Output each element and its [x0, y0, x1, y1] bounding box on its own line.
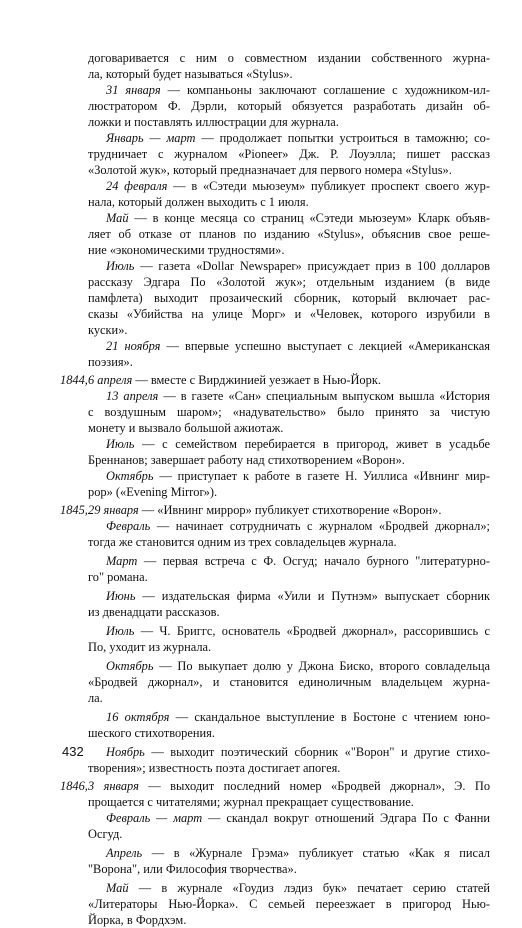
date-label: Ноябрь [106, 745, 145, 759]
text-line [88, 436, 490, 452]
text-line [88, 518, 490, 534]
entry-text: — скандал вокруг отношений Эдгара По с Фанни [202, 811, 490, 825]
text-line [88, 760, 490, 776]
text-line [60, 778, 491, 794]
entry-text: — издательская фирма «Уили и Путнэм» выпускает сборник [135, 589, 490, 603]
entry-text: — в журнале «Гоудиз лэдиз бук» печатает серию статей [128, 881, 490, 895]
date-label: 6 апреля [88, 373, 133, 387]
text-line [88, 50, 490, 66]
text-line [88, 274, 490, 290]
entry-text: — в «Сэтеди мьюзеум» публикует проспект своего жур- [167, 179, 491, 193]
text-line [88, 623, 490, 639]
text-line [88, 306, 490, 322]
date-label: Май [106, 881, 129, 895]
entry-text: — в «Журнале Грэма» публикует статью «Как я писал [142, 846, 490, 860]
entry-text: тогда же становится одним из трех совладельцев журнала. [88, 535, 397, 549]
entry-text: монету и вызвало большой ажиотаж. [88, 421, 284, 435]
entry-text: с воздушным шаром»; «надувательство» было принято за чистую [88, 405, 490, 419]
date-label: 24 февраля [106, 179, 168, 193]
entry-text: творения»; известность поэта достигает апогея. [88, 761, 341, 775]
entry-text: — впервые успешно выступает с лекцией «Американская [160, 339, 490, 353]
entry-text: — скандальное выступление в Бостоне с чтением юно- [169, 710, 491, 724]
entry-text: ла. [88, 691, 103, 705]
text-line [88, 534, 490, 550]
text-line [88, 861, 490, 877]
entry-text: люстратором Ф. Дэрли, который обязуется разработать дизайн об- [88, 99, 490, 113]
entry-text: ла, который будет называться «Stylus». [88, 67, 293, 81]
text-line [88, 896, 490, 912]
text-line [88, 162, 490, 178]
entry-text: ложки и поставлять иллюстрации для журнала. [88, 115, 339, 129]
date-label: Июль [106, 259, 135, 273]
entry-text: — По выкупает долю у Джона Биско, второго совладельца [153, 659, 490, 673]
date-label: 29 января [88, 503, 139, 517]
entry-text: — выходит последний номер «Бродвей джорнал», Э. По [138, 779, 491, 793]
text-line [88, 569, 490, 585]
text-line [88, 226, 490, 242]
entry-text: — в конце месяца со страниц «Сэтеди мьюзеум» Кларк объяв- [128, 211, 490, 225]
text-line [88, 338, 490, 354]
text-line [88, 725, 490, 741]
date-label: Октябрь [106, 469, 154, 483]
text-line [88, 388, 490, 404]
text-line [88, 98, 490, 114]
text-line [88, 639, 490, 655]
text-line [88, 178, 490, 194]
text-line [88, 794, 490, 810]
text-line [88, 420, 490, 436]
entry-text: "Ворона", или Философия творчества». [88, 862, 297, 876]
entry-text: трудничает с журналом «Pioneer» Дж. Р. Лоуэлла; пишет рассказ [88, 147, 490, 161]
text-line [88, 258, 490, 274]
date-label: Октябрь [106, 659, 154, 673]
year-label: 1845, [60, 503, 88, 517]
text-line [88, 114, 490, 130]
entry-text: — начинает сотрудничать с журналом «Бродвей джорнал»; [150, 519, 490, 533]
text-line [88, 354, 490, 370]
text-line [88, 484, 490, 500]
entry-text: рассказу Эдгара По «Золотой жук»; отдельным изданием (в виде [88, 275, 490, 289]
entry-text: — Ч. Бриггс, основатель «Бродвей джорнал», рассорившись с [134, 624, 490, 638]
entry-text: — первая встреча с Ф. Осгуд; начало бурного "литературно- [137, 554, 490, 568]
entry-text: — газета «Dollar Newspaper» присуждает приз в 100 долларов [134, 259, 490, 273]
entry-text: — с семейством перебирается в пригород, живет в усадьбе [134, 437, 490, 451]
text-line [88, 210, 490, 226]
text-line [88, 845, 490, 861]
entry-text: — «Ивнинг миррор» публикует стихотворение «Ворон». [138, 503, 442, 517]
entry-text: «Бродвей джорнал», и становится единоличным владельцем журна- [88, 675, 490, 689]
entry-text: «Литераторы Нью-Йорка». С семьей переезжает в пригород Нью- [88, 897, 490, 911]
date-label: Июль [106, 437, 135, 451]
entry-text: из двенадцати рассказов. [88, 605, 220, 619]
text-line [88, 194, 490, 210]
entry-text: — вместе с Вирджинией уезжает в Нью-Йорк. [132, 373, 381, 387]
year-label: 1846, [60, 779, 88, 793]
text-line [88, 912, 490, 928]
date-label: 13 апреля [106, 389, 159, 403]
entry-text: «Золотой жук», который предназначает для первого номера «Stylus». [88, 163, 452, 177]
text-line [88, 130, 490, 146]
entry-text: поэзия». [88, 355, 133, 369]
text-line [88, 880, 490, 896]
text-line [88, 604, 490, 620]
entry-text: договаривается с ним о совместном издании собственного журна- [88, 51, 490, 65]
entry-text: Йорка, в Фордхэм. [88, 913, 187, 927]
entry-text: — выходит поэтический сборник «"Ворон" и другие стихо- [144, 745, 490, 759]
entry-text: — в газете «Сан» специальным выпуском вышла «История [158, 389, 490, 403]
date-label: 3 января [88, 779, 139, 793]
date-label: 21 ноября [106, 339, 161, 353]
text-line [88, 146, 490, 162]
text-line [88, 468, 490, 484]
text-line [60, 502, 490, 518]
entry-text: ляет об отказе от планов по изданию «Stylus», объяснив свое реше- [88, 227, 490, 241]
text-line [88, 452, 490, 468]
entry-text: Бреннанов; завершает работу над стихотворением «Ворон». [88, 453, 405, 467]
date-label: Январь — март [106, 131, 196, 145]
entry-text: — продолжает попытки устроиться в таможню; со- [195, 131, 491, 145]
entry-text: — компаньоны заключают соглашение с художником-ил- [160, 83, 490, 97]
text-line [88, 588, 490, 604]
entry-text: прощается с читателями; журнал прекращает существование. [88, 795, 414, 809]
page-number: 432 [62, 744, 84, 759]
date-label: 16 октября [106, 710, 170, 724]
text-line [88, 290, 490, 306]
text-line [88, 82, 490, 98]
entry-text: памфлета) выходит прозаический сборник, который включает рас- [88, 291, 490, 305]
entry-text: куски». [88, 323, 128, 337]
text-line [88, 826, 490, 842]
text-line [88, 658, 490, 674]
text-line [88, 553, 490, 569]
text-line [88, 404, 490, 420]
text-line [88, 690, 490, 706]
text-line [88, 709, 490, 725]
entry-text: — приступает к работе в газете Н. Уиллиса «Ивнинг мир- [153, 469, 490, 483]
entry-text: го" романа. [88, 570, 148, 584]
entry-text: шеского стихотворения. [88, 726, 215, 740]
entry-text: По, уходит из журнала. [88, 640, 212, 654]
entry-text: Осгуд. [88, 827, 123, 841]
date-label: Февраль — март [106, 811, 203, 825]
date-label: Май [106, 211, 129, 225]
date-label: Июль [106, 624, 135, 638]
text-line [88, 66, 490, 82]
year-label: 1844, [60, 373, 88, 387]
text-line [88, 242, 490, 258]
text-line [60, 372, 490, 388]
date-label: Март [106, 554, 138, 568]
date-label: Апрель [106, 846, 143, 860]
date-label: 31 января [106, 83, 161, 97]
entry-text: ние «экономическими трудностями». [88, 243, 285, 257]
entry-text: сказы «Убийства на улице Морг» и «Человек, которого изрубили в [88, 307, 490, 321]
text-line [88, 674, 490, 690]
text-line [88, 744, 490, 760]
date-label: Июнь [106, 589, 136, 603]
date-label: Февраль [106, 519, 151, 533]
entry-text: рор» («Evening Mirror»). [88, 485, 218, 499]
entry-text: нала, который должен выходить с 1 июля. [88, 195, 309, 209]
text-line [88, 810, 490, 826]
text-line [88, 322, 490, 338]
